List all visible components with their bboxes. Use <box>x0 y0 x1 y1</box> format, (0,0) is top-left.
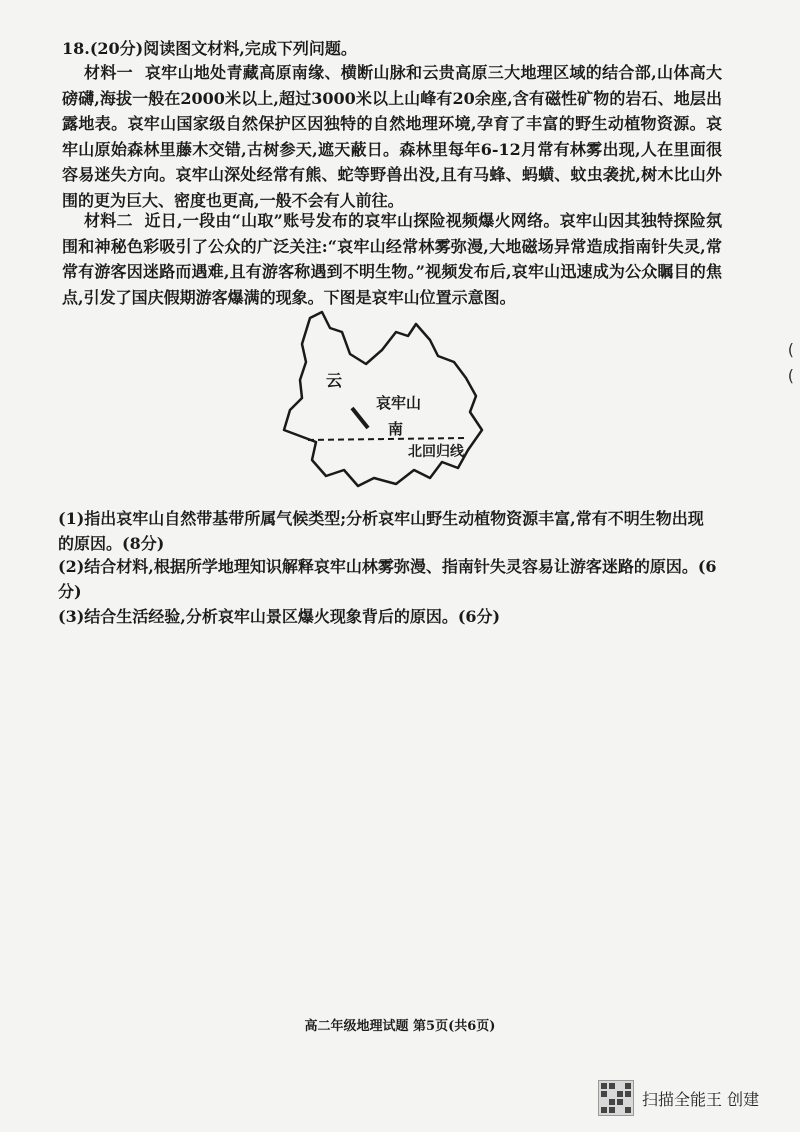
page-footer: 高二年级地理试题 第5页(共6页) <box>304 1019 496 1034</box>
province-char-yun: 云 <box>326 371 343 390</box>
ailao-mountain-label: 哀牢山 <box>376 394 422 412</box>
material-two-text: 近日,一段由“山取”账号发布的哀牢山探险视频爆火网络。哀牢山因其独特探险氛围和神秘色彩吸引了公众的广泛关注:“哀牢山经常林雾弥漫,大地磁场异常造成指南针失灵,常常有游客因迷路而遇难,且有游客称遇到不明生物。”视频发布后,哀牢山迅速成为公众瞩目的焦点,引发了国庆假期游客爆满的现象。下图是哀牢山位置示意图。 <box>62 211 722 307</box>
margin-mark: ( <box>787 366 794 385</box>
tropic-of-cancer-line <box>308 438 466 440</box>
material-one-label: 材料一 <box>84 63 133 82</box>
material-one-text: 哀牢山地处青藏高原南缘、横断山脉和云贵高原三大地理区域的结合部,山体高大磅礴,海拔一般在2000米以上,超过3000米以上山峰有20余座,含有磁性矿物的岩石、地层出露地表。哀牢山国家级自然保护区因独特的自然地理环境,孕育了丰富的野生动植物资源。哀牢山原始森林里藤木交错,古树参天,遮天蔽日。森林里每年6-12月常有林雾出现,人在里面很容易迷失方向。哀牢山深处经常有熊、蛇等野兽出没,且有马蜂、蚂蟥、蚊虫袭扰,树木比山外围的更为巨大、密度也更高,一般不会有人前往。 <box>62 63 722 210</box>
question-title: 18.(20分)阅读图文材料,完成下列问题。 <box>62 39 357 58</box>
sub-question-2: (2)结合材料,根据所学地理知识解释哀牢山林雾弥漫、指南针失灵容易让游客迷路的原因。(6分) <box>58 557 717 601</box>
sub-question-1: (1)指出哀牢山自然带基带所属气候类型;分析哀牢山野生动植物资源丰富,常有不明生物出现的原因。(8分) <box>58 509 704 553</box>
sub-question-3: (3)结合生活经验,分析哀牢山景区爆火现象背后的原因。(6分) <box>58 607 501 626</box>
watermark-text: 扫描全能王 创建 <box>642 1089 760 1109</box>
province-char-nan: 南 <box>388 420 404 438</box>
ailao-mountain-symbol <box>352 408 368 428</box>
tropic-of-cancer-label: 北回归线 <box>408 444 464 460</box>
material-one <box>62 60 722 213</box>
material-two <box>62 208 722 310</box>
margin-mark: ( <box>787 340 794 359</box>
qr-logo-icon <box>598 1080 634 1116</box>
material-two-label: 材料二 <box>84 211 133 230</box>
scanner-watermark <box>598 1080 759 1116</box>
ailao-location-map <box>270 310 500 500</box>
